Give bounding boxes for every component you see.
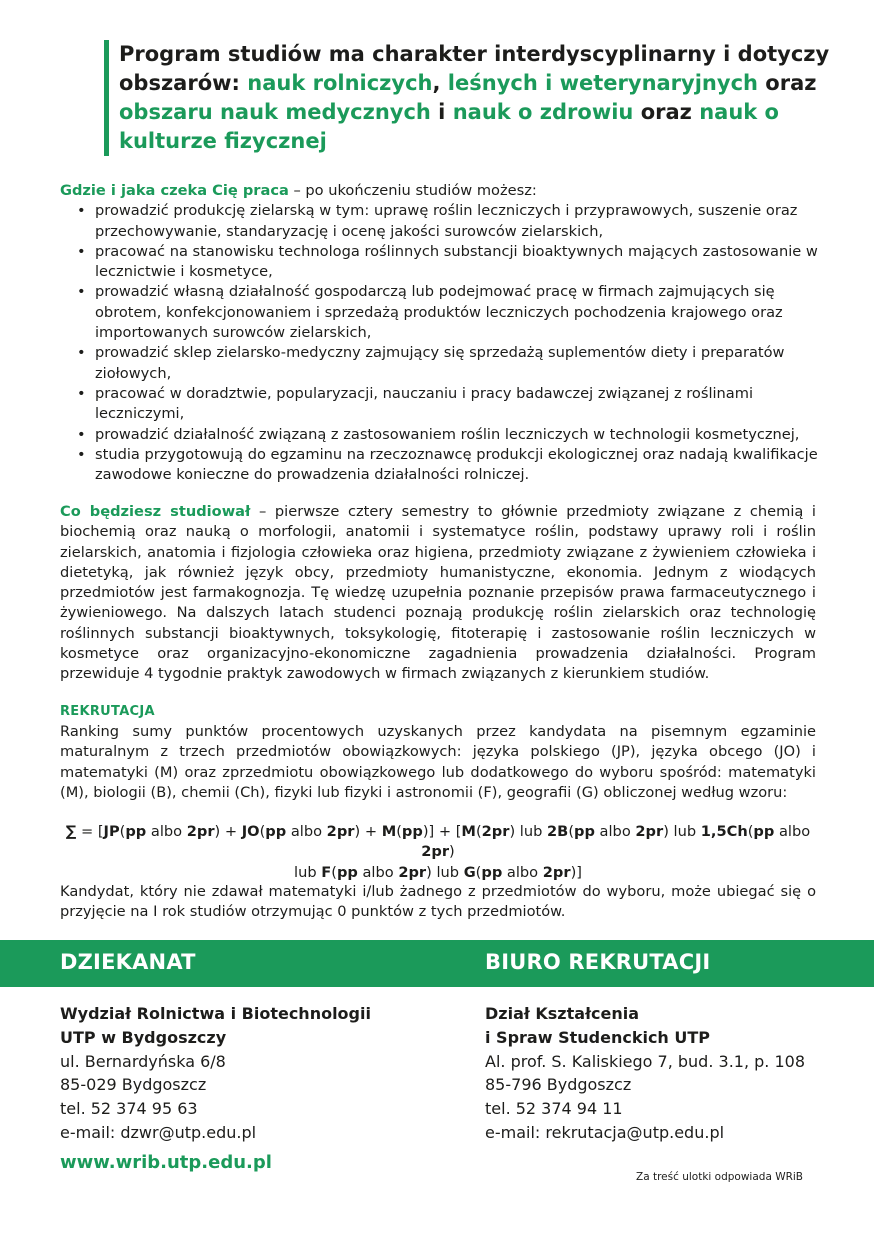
formula-term: pp [753, 823, 775, 840]
headline-highlight: obszaru nauk medycznych [119, 100, 431, 124]
formula-text: )] [570, 863, 582, 881]
deans-office-phone: tel. 52 374 95 63 [60, 1099, 198, 1119]
jobs-section [60, 181, 820, 485]
formula-term: 2pr [421, 843, 450, 861]
headline-highlight: nauk o kulturze fizycznej [119, 100, 779, 153]
study-section [60, 502, 816, 685]
formula-text: albo [286, 823, 327, 840]
formula-term: pp [265, 823, 287, 840]
study-text: – pierwsze cztery semestry to głównie przedmioty związane z chemią i biochemią oraz nauką o morfologii, anatomii i systematyce roślin, podstawy uprawy roli i roślin zielarskich, anatomia i fizjologia człowieka oraz higiena, przedmioty związane z żywieniem człowieka i dietetyką, jak również język obcy, przedmioty humanistyczne, ekonomia. Jednym z wiodących przedmiotów jest farmakognozja. Tę wiedzę uzupełnia poznanie przepisów prawa farmaceutycznego i żywieniowego. Na dalszych latach studenci poznają produkcję roślin zielarskich oraz technologię roślinnych substancji bioaktywnych, toksykologię, fitoterapię i zastosowanie roślin leczniczych w kosmetyce oraz organizacyjno-ekonomiczne zagadnienia prowadzenia działalności. Program przewiduje 4 tygodnie praktyk zawodowych w firmach związanych z kierunkiem studiów. [60, 503, 816, 683]
deans-office-city: 85-029 Bydgoszcz [60, 1075, 207, 1095]
formula-text: lub [294, 863, 322, 881]
admissions-office-name-2: i Spraw Studenckich UTP [485, 1027, 711, 1047]
admissions-office-title: BIURO REKRUTACJI [485, 950, 711, 974]
formula-term: JO [241, 823, 260, 840]
formula-term: 2pr [398, 863, 427, 881]
headline-text: , [432, 71, 448, 95]
list-item: • prowadzić sklep zielarsko-medyczny zajmujący się sprzedażą suplementów diety i preparatów ziołowych, [60, 343, 820, 384]
headline-text: i [430, 100, 453, 124]
formula-term: pp [125, 823, 147, 840]
jobs-intro-text: – po ukończeniu studiów możesz: [288, 182, 537, 199]
formula-text: albo [774, 823, 811, 840]
formula-term: M [381, 823, 397, 840]
formula-term: pp [401, 823, 423, 840]
formula-term: pp [336, 863, 358, 881]
headline-highlight: nauk rolniczych [247, 71, 433, 95]
formula-term: 2pr [326, 823, 355, 840]
formula-text: albo [357, 863, 399, 881]
recruitment-text: Ranking sumy punktów procentowych uzyskanych przez kandydata na pisemnym egzaminie maturalnym z trzech przedmiotów obowiązkowych: języka polskiego (JP), języka obcego (JO) i matematyki (M) oraz zprzedmiotu obowiązkowego lub dodatkowego do wyboru spośród: matematyki (M), biologii (B), chemii (Ch), fizyki lub fizyki i astronomii (F), geografii (G) obliczonej według wzoru: [60, 723, 816, 801]
formula-line-1: ∑ = [JP(pp albo 2pr) + JO(pp albo 2pr) + M(pp)] + [M(2pr) lub 2B(pp albo 2pr) lub 1,5Ch(pp albo 2pr) [65, 823, 811, 861]
formula-term: 2pr [481, 823, 510, 840]
formula-term: M [461, 823, 476, 840]
headline-highlight: leśnych i weterynaryjnych [447, 71, 758, 95]
list-item: • studia przygotowują do egzaminu na rzeczoznawcę produkcji ekologicznej oraz nadają kwalifikacje zawodowe konieczne do prowadzenia działalności rolniczej. [60, 445, 820, 486]
deans-office-university: UTP w Bydgoszczy [60, 1027, 227, 1047]
formula-text: )] + [ [422, 823, 462, 840]
jobs-title: Gdzie i jaka czeka Cię praca [60, 182, 289, 199]
website-link[interactable]: www.wrib.utp.edu.pl [60, 1152, 272, 1173]
recruitment-section [60, 702, 816, 803]
formula-term: 2pr [186, 823, 215, 840]
study-title: Co będziesz studiował [60, 503, 251, 520]
admissions-office-phone: tel. 52 374 94 11 [485, 1099, 623, 1119]
deans-office-email[interactable]: e-mail: dzwr@utp.edu.pl [60, 1122, 257, 1142]
list-item: • prowadzić własną działalność gospodarczą lub podejmować pracę w firmach zajmujących się obrotem, konfekcjonowaniem i sprzedażą produktów leczniczych pochodzenia krajowego oraz importowanych surowców zielarskich, [60, 282, 820, 343]
admissions-office-email[interactable]: e-mail: rekrutacja@utp.edu.pl [485, 1122, 725, 1142]
admissions-office-city: 85-796 Bydgoszcz [485, 1075, 632, 1095]
formula-text: albo [502, 863, 543, 881]
list-item: • prowadzić działalność związaną z zastosowaniem roślin leczniczych w technologii kosmetycznej, [60, 425, 820, 445]
admissions-office-street: Al. prof. S. Kaliskiego 7, bud. 3.1, p. 108 [485, 1051, 805, 1071]
admissions-office-contact [485, 1002, 805, 1145]
formula-term: pp [481, 863, 503, 881]
formula-term: pp [574, 823, 595, 840]
list-item: • pracować na stanowisku technologa roślinnych substancji bioaktywnych mających zastosowanie w lecznictwie i kosmetyce, [60, 242, 820, 283]
formula-term: F [321, 863, 332, 881]
formula-text: = [ [76, 823, 104, 840]
formula [60, 822, 816, 883]
jobs-intro [60, 181, 820, 201]
headline-text: oraz [757, 71, 817, 95]
admissions-office-name: Dział Kształcenia [485, 1004, 640, 1023]
headline-highlight: nauk o zdrowiu [452, 100, 634, 124]
footnote: Za treść ulotki odpowiada WRiB [636, 1171, 804, 1183]
formula-term: 2pr [635, 823, 664, 840]
deans-office-title: DZIEKANAT [60, 950, 196, 974]
formula-text: lub [515, 823, 548, 840]
deans-office-contact [60, 1002, 371, 1145]
formula-text: albo [594, 823, 636, 840]
formula-line-2: lub F(pp albo 2pr) lub G(pp albo 2pr)] [294, 863, 582, 881]
formula-text: lub [668, 823, 701, 840]
formula-text: lub [431, 863, 464, 881]
formula-term: 2pr [542, 863, 571, 881]
headline-text: oraz [633, 100, 700, 124]
formula-term: 2B [547, 823, 569, 840]
jobs-list [60, 201, 820, 485]
formula-text: ) + [214, 823, 242, 840]
list-item: • prowadzić produkcję zielarską w tym: uprawę roślin leczniczych i przyprawowych, suszenie oraz przechowywanie, standaryzację i ocenę jakości surowców zielarskich, [60, 201, 820, 242]
contact-header-band [0, 940, 874, 987]
deans-office-name: Wydział Rolnictwa i Biotechnologii [60, 1004, 371, 1023]
formula-term: JP [103, 823, 120, 840]
list-item: • pracować w doradztwie, popularyzacji, nauczaniu i pracy badawczej związanej z roślinami leczniczymi, [60, 384, 820, 425]
formula-term: 1,5Ch [700, 823, 748, 840]
formula-text: albo [146, 823, 187, 840]
headline [104, 40, 839, 156]
deans-office-street: ul. Bernardyńska 6/8 [60, 1051, 226, 1071]
recruitment-title: REKRUTACJA [60, 704, 155, 719]
formula-text: ) + [354, 823, 382, 840]
recruitment-closing: Kandydat, który nie zdawał matematyki i/lub żadnego z przedmiotów do wyboru, może ubiegać się o przyjęcie na I rok studiów otrzymując 0 punktów z tych przedmiotów. [60, 883, 816, 921]
headline-text: Program studiów ma charakter interdyscyplinarny i dotyczy obszarów: [119, 42, 830, 95]
sigma-symbol: ∑ [65, 823, 77, 840]
formula-term: G [463, 863, 476, 881]
